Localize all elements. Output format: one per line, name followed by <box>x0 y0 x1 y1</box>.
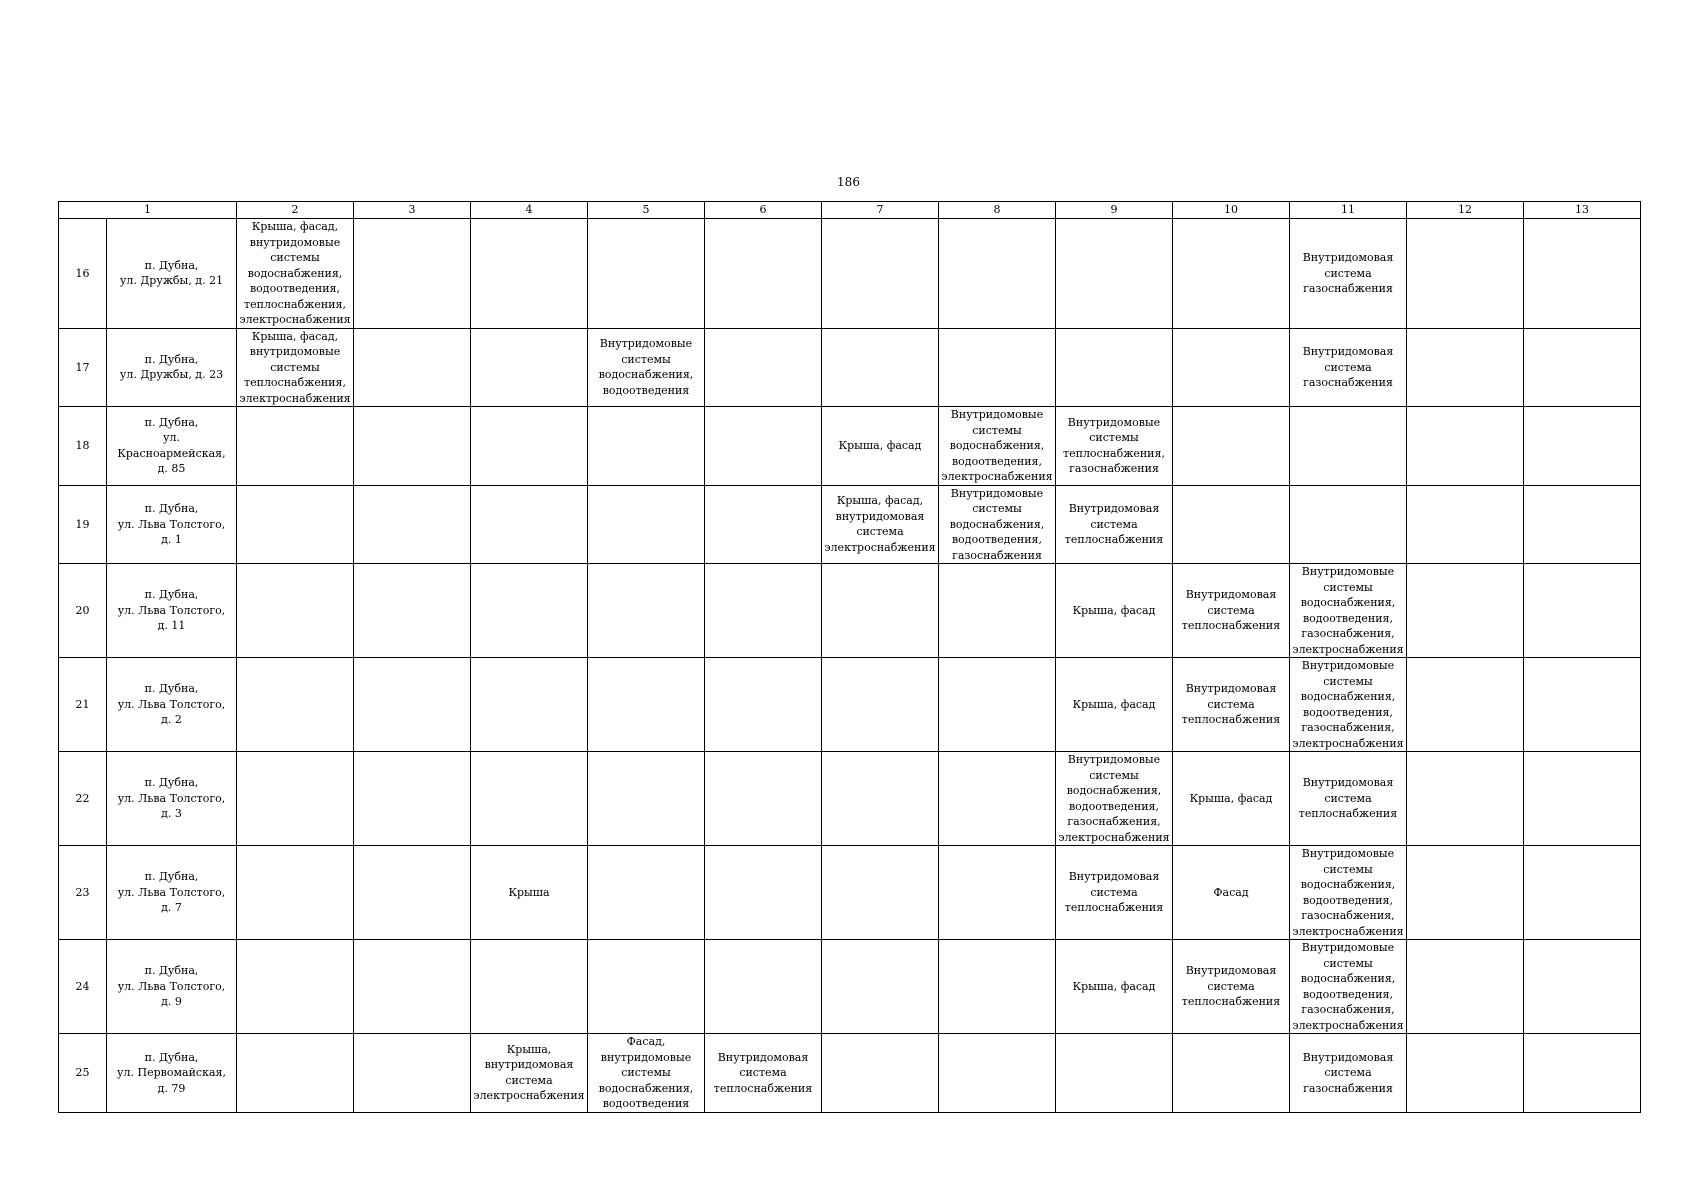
work-cell-col-12 <box>1407 940 1524 1034</box>
table-row <box>59 658 1641 752</box>
address-cell: п. Дубна, ул. Льва Толстого, д. 9 <box>107 940 237 1034</box>
table-header <box>59 202 1641 219</box>
row-number-cell: 21 <box>59 658 107 752</box>
address-cell: п. Дубна, ул. Красноармейская, д. 85 <box>107 407 237 486</box>
repair-schedule-table <box>58 201 1641 1113</box>
work-cell-col-9: Крыша, фасад <box>1056 658 1173 752</box>
work-cell-col-9: Внутридомовая система теплоснабжения <box>1056 846 1173 940</box>
work-cell-col-4 <box>471 658 588 752</box>
work-cell-col-13 <box>1524 564 1641 658</box>
work-cell-col-4 <box>471 752 588 846</box>
work-cell-col-11 <box>1290 485 1407 564</box>
work-cell-col-2 <box>237 658 354 752</box>
work-cell-col-6 <box>705 752 822 846</box>
work-cell-col-4 <box>471 407 588 486</box>
work-cell-col-2 <box>237 564 354 658</box>
table-body <box>59 219 1641 1113</box>
work-cell-col-7 <box>822 940 939 1034</box>
work-cell-col-5: Внутридомовые системы водоснабжения, водоотведения <box>588 328 705 407</box>
work-cell-col-10: Внутридомовая система теплоснабжения <box>1173 658 1290 752</box>
work-cell-col-3 <box>354 1034 471 1113</box>
work-cell-col-8 <box>939 328 1056 407</box>
work-cell-col-9 <box>1056 328 1173 407</box>
work-cell-col-8 <box>939 940 1056 1034</box>
work-cell-col-4: Крыша, внутридомовая система электроснабжения <box>471 1034 588 1113</box>
work-cell-col-12 <box>1407 328 1524 407</box>
column-header: 1 <box>59 202 237 219</box>
row-number-cell: 22 <box>59 752 107 846</box>
work-cell-col-5 <box>588 485 705 564</box>
table-row <box>59 564 1641 658</box>
work-cell-col-9 <box>1056 1034 1173 1113</box>
work-cell-col-13 <box>1524 328 1641 407</box>
column-header: 5 <box>588 202 705 219</box>
work-cell-col-11: Внутридомовая система газоснабжения <box>1290 1034 1407 1113</box>
work-cell-col-8: Внутридомовые системы водоснабжения, водоотведения, газоснабжения <box>939 485 1056 564</box>
work-cell-col-2: Крыша, фасад, внутридомовые системы теплоснабжения, электроснабжения <box>237 328 354 407</box>
work-cell-col-7: Крыша, фасад, внутридомовая система электроснабжения <box>822 485 939 564</box>
address-cell: п. Дубна, ул. Льва Толстого, д. 11 <box>107 564 237 658</box>
row-number-cell: 25 <box>59 1034 107 1113</box>
work-cell-col-3 <box>354 940 471 1034</box>
work-cell-col-2 <box>237 940 354 1034</box>
work-cell-col-9: Внутридомовая система теплоснабжения <box>1056 485 1173 564</box>
row-number-cell: 23 <box>59 846 107 940</box>
work-cell-col-13 <box>1524 219 1641 329</box>
work-cell-col-10 <box>1173 407 1290 486</box>
work-cell-col-6 <box>705 219 822 329</box>
work-cell-col-4 <box>471 219 588 329</box>
column-header: 11 <box>1290 202 1407 219</box>
work-cell-col-12 <box>1407 752 1524 846</box>
work-cell-col-13 <box>1524 658 1641 752</box>
work-cell-col-12 <box>1407 485 1524 564</box>
address-cell: п. Дубна, ул. Льва Толстого, д. 2 <box>107 658 237 752</box>
work-cell-col-11: Внутридомовая система газоснабжения <box>1290 219 1407 329</box>
work-cell-col-11: Внутридомовые системы водоснабжения, водоотведения, газоснабжения, электроснабжения <box>1290 940 1407 1034</box>
work-cell-col-8 <box>939 564 1056 658</box>
row-number-cell: 24 <box>59 940 107 1034</box>
work-cell-col-13 <box>1524 846 1641 940</box>
address-cell: п. Дубна, ул. Дружбы, д. 21 <box>107 219 237 329</box>
work-cell-col-10: Фасад <box>1173 846 1290 940</box>
work-cell-col-11 <box>1290 407 1407 486</box>
column-header: 10 <box>1173 202 1290 219</box>
work-cell-col-10 <box>1173 485 1290 564</box>
work-cell-col-12 <box>1407 219 1524 329</box>
work-cell-col-9: Внутридомовые системы водоснабжения, водоотведения, газоснабжения, электроснабжения <box>1056 752 1173 846</box>
work-cell-col-5 <box>588 752 705 846</box>
table-row <box>59 407 1641 486</box>
work-cell-col-12 <box>1407 658 1524 752</box>
work-cell-col-5 <box>588 219 705 329</box>
row-number-cell: 20 <box>59 564 107 658</box>
work-cell-col-10 <box>1173 1034 1290 1113</box>
work-cell-col-4 <box>471 328 588 407</box>
work-cell-col-4 <box>471 485 588 564</box>
row-number-cell: 16 <box>59 219 107 329</box>
work-cell-col-4 <box>471 564 588 658</box>
work-cell-col-3 <box>354 846 471 940</box>
work-cell-col-12 <box>1407 564 1524 658</box>
work-cell-col-12 <box>1407 407 1524 486</box>
work-cell-col-5 <box>588 846 705 940</box>
address-cell: п. Дубна, ул. Льва Толстого, д. 3 <box>107 752 237 846</box>
work-cell-col-5 <box>588 564 705 658</box>
table-row <box>59 328 1641 407</box>
work-cell-col-6 <box>705 485 822 564</box>
work-cell-col-5: Фасад, внутридомовые системы водоснабжения, водоотведения <box>588 1034 705 1113</box>
table-row <box>59 846 1641 940</box>
work-cell-col-2 <box>237 1034 354 1113</box>
work-cell-col-13 <box>1524 407 1641 486</box>
table-row <box>59 485 1641 564</box>
work-cell-col-12 <box>1407 1034 1524 1113</box>
work-cell-col-6 <box>705 564 822 658</box>
column-header: 6 <box>705 202 822 219</box>
work-cell-col-7 <box>822 219 939 329</box>
work-cell-col-7 <box>822 1034 939 1113</box>
work-cell-col-10 <box>1173 219 1290 329</box>
work-cell-col-2 <box>237 752 354 846</box>
work-cell-col-4: Крыша <box>471 846 588 940</box>
work-cell-col-10: Внутридомовая система теплоснабжения <box>1173 940 1290 1034</box>
column-header: 12 <box>1407 202 1524 219</box>
work-cell-col-3 <box>354 485 471 564</box>
work-cell-col-2 <box>237 407 354 486</box>
work-cell-col-4 <box>471 940 588 1034</box>
work-cell-col-9: Внутридомовые системы теплоснабжения, газоснабжения <box>1056 407 1173 486</box>
work-cell-col-13 <box>1524 752 1641 846</box>
work-cell-col-2 <box>237 846 354 940</box>
row-number-cell: 18 <box>59 407 107 486</box>
work-cell-col-11: Внутридомовые системы водоснабжения, водоотведения, газоснабжения, электроснабжения <box>1290 846 1407 940</box>
work-cell-col-7 <box>822 752 939 846</box>
work-cell-col-8 <box>939 1034 1056 1113</box>
work-cell-col-3 <box>354 658 471 752</box>
row-number-cell: 17 <box>59 328 107 407</box>
row-number-cell: 19 <box>59 485 107 564</box>
address-cell: п. Дубна, ул. Первомайская, д. 79 <box>107 1034 237 1113</box>
work-cell-col-2: Крыша, фасад, внутридомовые системы водоснабжения, водоотведения, теплоснабжения, электроснабжения <box>237 219 354 329</box>
work-cell-col-8 <box>939 752 1056 846</box>
work-cell-col-3 <box>354 564 471 658</box>
work-cell-col-7 <box>822 658 939 752</box>
work-cell-col-8 <box>939 219 1056 329</box>
work-cell-col-9: Крыша, фасад <box>1056 564 1173 658</box>
work-cell-col-9 <box>1056 219 1173 329</box>
work-cell-col-6: Внутридомовая система теплоснабжения <box>705 1034 822 1113</box>
table-row <box>59 940 1641 1034</box>
work-cell-col-6 <box>705 940 822 1034</box>
address-cell: п. Дубна, ул. Льва Толстого, д. 7 <box>107 846 237 940</box>
work-cell-col-7 <box>822 328 939 407</box>
address-cell: п. Дубна, ул. Льва Толстого, д. 1 <box>107 485 237 564</box>
work-cell-col-5 <box>588 658 705 752</box>
work-cell-col-11: Внутридомовые системы водоснабжения, водоотведения, газоснабжения, электроснабжения <box>1290 658 1407 752</box>
work-cell-col-13 <box>1524 940 1641 1034</box>
work-cell-col-13 <box>1524 1034 1641 1113</box>
work-cell-col-10: Крыша, фасад <box>1173 752 1290 846</box>
column-header: 4 <box>471 202 588 219</box>
column-header: 8 <box>939 202 1056 219</box>
work-cell-col-5 <box>588 940 705 1034</box>
work-cell-col-7 <box>822 564 939 658</box>
column-header: 2 <box>237 202 354 219</box>
work-cell-col-5 <box>588 407 705 486</box>
work-cell-col-7: Крыша, фасад <box>822 407 939 486</box>
work-cell-col-11: Внутридомовые системы водоснабжения, водоотведения, газоснабжения, электроснабжения <box>1290 564 1407 658</box>
work-cell-col-3 <box>354 219 471 329</box>
column-header: 13 <box>1524 202 1641 219</box>
work-cell-col-11: Внутридомовая система теплоснабжения <box>1290 752 1407 846</box>
work-cell-col-6 <box>705 407 822 486</box>
table-row <box>59 1034 1641 1113</box>
address-cell: п. Дубна, ул. Дружбы, д. 23 <box>107 328 237 407</box>
work-cell-col-2 <box>237 485 354 564</box>
work-cell-col-3 <box>354 752 471 846</box>
page-number: 186 <box>837 175 860 189</box>
column-header: 7 <box>822 202 939 219</box>
work-cell-col-13 <box>1524 485 1641 564</box>
table-row <box>59 219 1641 329</box>
work-cell-col-9: Крыша, фасад <box>1056 940 1173 1034</box>
column-number-row <box>59 202 1641 219</box>
work-cell-col-6 <box>705 846 822 940</box>
work-cell-col-3 <box>354 328 471 407</box>
column-header: 9 <box>1056 202 1173 219</box>
work-cell-col-11: Внутридомовая система газоснабжения <box>1290 328 1407 407</box>
work-cell-col-6 <box>705 658 822 752</box>
work-cell-col-8 <box>939 846 1056 940</box>
work-cell-col-7 <box>822 846 939 940</box>
work-cell-col-6 <box>705 328 822 407</box>
work-cell-col-12 <box>1407 846 1524 940</box>
table-row <box>59 752 1641 846</box>
work-cell-col-10 <box>1173 328 1290 407</box>
work-cell-col-3 <box>354 407 471 486</box>
work-cell-col-10: Внутридомовая система теплоснабжения <box>1173 564 1290 658</box>
work-cell-col-8 <box>939 658 1056 752</box>
work-cell-col-8: Внутридомовые системы водоснабжения, водоотведения, электроснабжения <box>939 407 1056 486</box>
column-header: 3 <box>354 202 471 219</box>
